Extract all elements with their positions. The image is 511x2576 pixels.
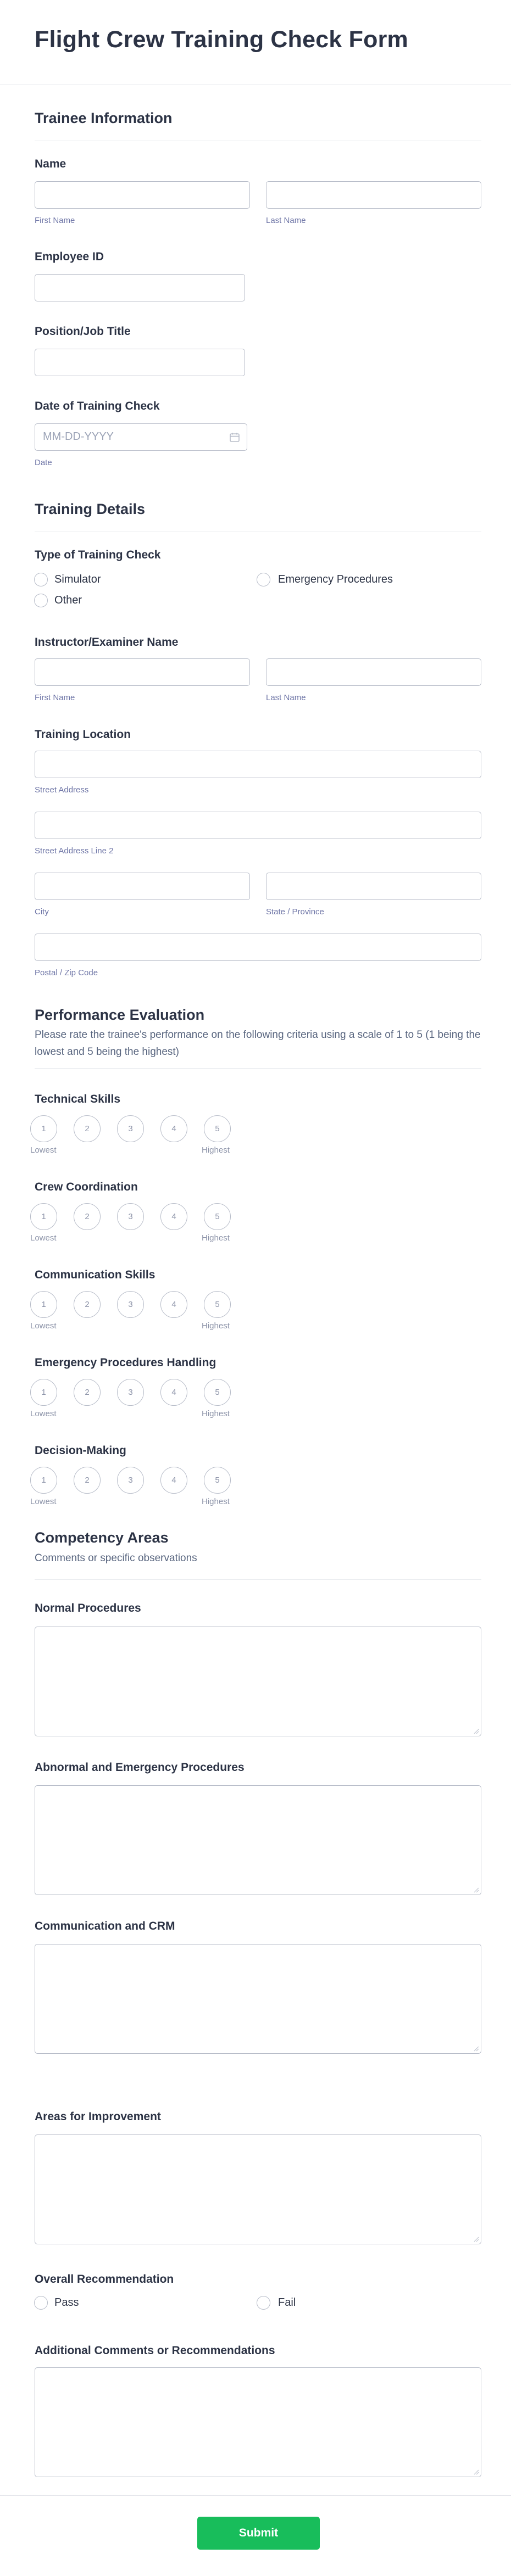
city-sublabel: City: [35, 907, 49, 917]
resize-grip-icon[interactable]: [473, 2469, 479, 2475]
rating-option-communication-skills-1[interactable]: 1: [30, 1291, 57, 1318]
additional-comments-textarea[interactable]: [35, 2367, 481, 2477]
section-title-trainee: Trainee Information: [35, 110, 173, 126]
resize-grip-icon[interactable]: [473, 2236, 479, 2242]
rating-option-emergency-procedures-handling-4[interactable]: 4: [160, 1379, 187, 1406]
competency-subtitle: Comments or specific observations: [35, 1552, 197, 1564]
areas-improvement-textarea[interactable]: [35, 2134, 481, 2244]
resize-grip-icon[interactable]: [473, 1728, 479, 1734]
rating-option-decision-making-5[interactable]: 5: [204, 1467, 231, 1494]
section-title-training: Training Details: [35, 501, 146, 517]
abnormal-procedures-textarea[interactable]: [35, 1785, 481, 1895]
position-label: Position/Job Title: [35, 325, 131, 338]
radio-label-simulator: Simulator: [54, 573, 101, 585]
rating-high-label: Highest: [202, 1409, 230, 1418]
radio-pass[interactable]: [34, 2296, 48, 2310]
radio-other[interactable]: [34, 594, 48, 607]
rating-option-emergency-procedures-handling-2[interactable]: 2: [74, 1379, 101, 1406]
rating-option-crew-coordination-3[interactable]: 3: [117, 1203, 144, 1230]
date-placeholder: MM-DD-YYYY: [43, 431, 114, 443]
name-label: Name: [35, 158, 66, 170]
training-type-label: Type of Training Check: [35, 549, 161, 561]
instructor-first-name-input[interactable]: [35, 658, 250, 686]
rating-option-technical-skills-5[interactable]: 5: [204, 1115, 231, 1142]
rating-low-label: Lowest: [30, 1233, 57, 1243]
rating-option-technical-skills-3[interactable]: 3: [117, 1115, 144, 1142]
date-label: Date of Training Check: [35, 400, 160, 412]
employee-id-label: Employee ID: [35, 250, 104, 263]
rating-option-communication-skills-4[interactable]: 4: [160, 1291, 187, 1318]
rating-high-label: Highest: [202, 1321, 230, 1331]
postal-code-sublabel: Postal / Zip Code: [35, 968, 98, 977]
rating-option-decision-making-3[interactable]: 3: [117, 1467, 144, 1494]
date-sublabel: Date: [35, 458, 52, 467]
rating-option-communication-skills-3[interactable]: 3: [117, 1291, 144, 1318]
rating-label-crew-coordination: Crew Coordination: [35, 1181, 138, 1193]
rating-option-communication-skills-2[interactable]: 2: [74, 1291, 101, 1318]
rating-label-decision-making: Decision-Making: [35, 1444, 126, 1457]
rating-option-crew-coordination-1[interactable]: 1: [30, 1203, 57, 1230]
rating-option-decision-making-2[interactable]: 2: [74, 1467, 101, 1494]
radio-simulator[interactable]: [34, 573, 48, 586]
rating-high-label: Highest: [202, 1233, 230, 1243]
state-sublabel: State / Province: [266, 907, 324, 917]
rating-option-crew-coordination-4[interactable]: 4: [160, 1203, 187, 1230]
rating-option-crew-coordination-2[interactable]: 2: [74, 1203, 101, 1230]
additional-comments-label: Additional Comments or Recommendations: [35, 2344, 275, 2357]
instructor-label: Instructor/Examiner Name: [35, 636, 179, 649]
normal-procedures-textarea[interactable]: [35, 1627, 481, 1736]
street-address-sublabel: Street Address: [35, 785, 89, 795]
resize-grip-icon[interactable]: [473, 2046, 479, 2052]
first-name-sublabel: First Name: [35, 693, 75, 702]
city-input[interactable]: [35, 873, 250, 900]
abnormal-procedures-label: Abnormal and Emergency Procedures: [35, 1761, 245, 1774]
rating-option-emergency-procedures-handling-3[interactable]: 3: [117, 1379, 144, 1406]
areas-improvement-label: Areas for Improvement: [35, 2110, 161, 2123]
rating-label-communication-skills: Communication Skills: [35, 1269, 155, 1281]
first-name-sublabel: First Name: [35, 216, 75, 225]
rating-option-communication-skills-5[interactable]: 5: [204, 1291, 231, 1318]
communication-crm-label: Communication and CRM: [35, 1920, 175, 1932]
rating-high-label: Highest: [202, 1145, 230, 1155]
form-title: Flight Crew Training Check Form: [35, 26, 408, 53]
submit-button[interactable]: Submit: [197, 2517, 320, 2550]
section-divider: [35, 1579, 481, 1580]
rating-option-decision-making-1[interactable]: 1: [30, 1467, 57, 1494]
normal-procedures-label: Normal Procedures: [35, 1602, 141, 1614]
section-divider: [35, 1068, 481, 1069]
radio-label-other: Other: [54, 594, 82, 606]
radio-label-fail: Fail: [278, 2296, 296, 2309]
postal-code-input[interactable]: [35, 934, 481, 961]
resize-grip-icon[interactable]: [473, 1887, 479, 1893]
footer-divider: [0, 2495, 511, 2496]
state-input[interactable]: [266, 873, 481, 900]
radio-fail[interactable]: [257, 2296, 270, 2310]
street-address-input[interactable]: [35, 751, 481, 778]
rating-low-label: Lowest: [30, 1145, 57, 1155]
communication-crm-textarea[interactable]: [35, 1944, 481, 2054]
rating-option-emergency-procedures-handling-1[interactable]: 1: [30, 1379, 57, 1406]
rating-option-technical-skills-1[interactable]: 1: [30, 1115, 57, 1142]
rating-label-emergency-procedures-handling: Emergency Procedures Handling: [35, 1356, 216, 1369]
last-name-sublabel: Last Name: [266, 216, 306, 225]
overall-recommendation-label: Overall Recommendation: [35, 2273, 174, 2286]
trainee-last-name-input[interactable]: [266, 181, 481, 209]
performance-description: Please rate the trainee's performance on the following criteria using a scale of 1 to 5 (1 being the lowest and 5 being the highest): [35, 1029, 481, 1058]
rating-option-technical-skills-2[interactable]: 2: [74, 1115, 101, 1142]
rating-low-label: Lowest: [30, 1497, 57, 1506]
section-title-performance: Performance Evaluation: [35, 1007, 205, 1023]
employee-id-input[interactable]: [35, 274, 245, 301]
rating-label-technical-skills: Technical Skills: [35, 1093, 121, 1105]
rating-high-label: Highest: [202, 1497, 230, 1506]
rating-option-emergency-procedures-handling-5[interactable]: 5: [204, 1379, 231, 1406]
rating-low-label: Lowest: [30, 1321, 57, 1331]
radio-label-emergency-procedures: Emergency Procedures: [278, 573, 393, 585]
street-address-2-sublabel: Street Address Line 2: [35, 846, 114, 856]
location-label: Training Location: [35, 728, 131, 741]
rating-option-crew-coordination-5[interactable]: 5: [204, 1203, 231, 1230]
rating-option-decision-making-4[interactable]: 4: [160, 1467, 187, 1494]
trainee-first-name-input[interactable]: [35, 181, 250, 209]
radio-label-pass: Pass: [54, 2296, 79, 2309]
calendar-icon[interactable]: [229, 432, 240, 443]
instructor-last-name-input[interactable]: [266, 658, 481, 686]
street-address-2-input[interactable]: [35, 812, 481, 839]
position-input[interactable]: [35, 349, 245, 376]
last-name-sublabel: Last Name: [266, 693, 306, 702]
rating-option-technical-skills-4[interactable]: 4: [160, 1115, 187, 1142]
rating-low-label: Lowest: [30, 1409, 57, 1418]
radio-emergency-procedures[interactable]: [257, 573, 270, 586]
section-title-competency: Competency Areas: [35, 1529, 169, 1546]
